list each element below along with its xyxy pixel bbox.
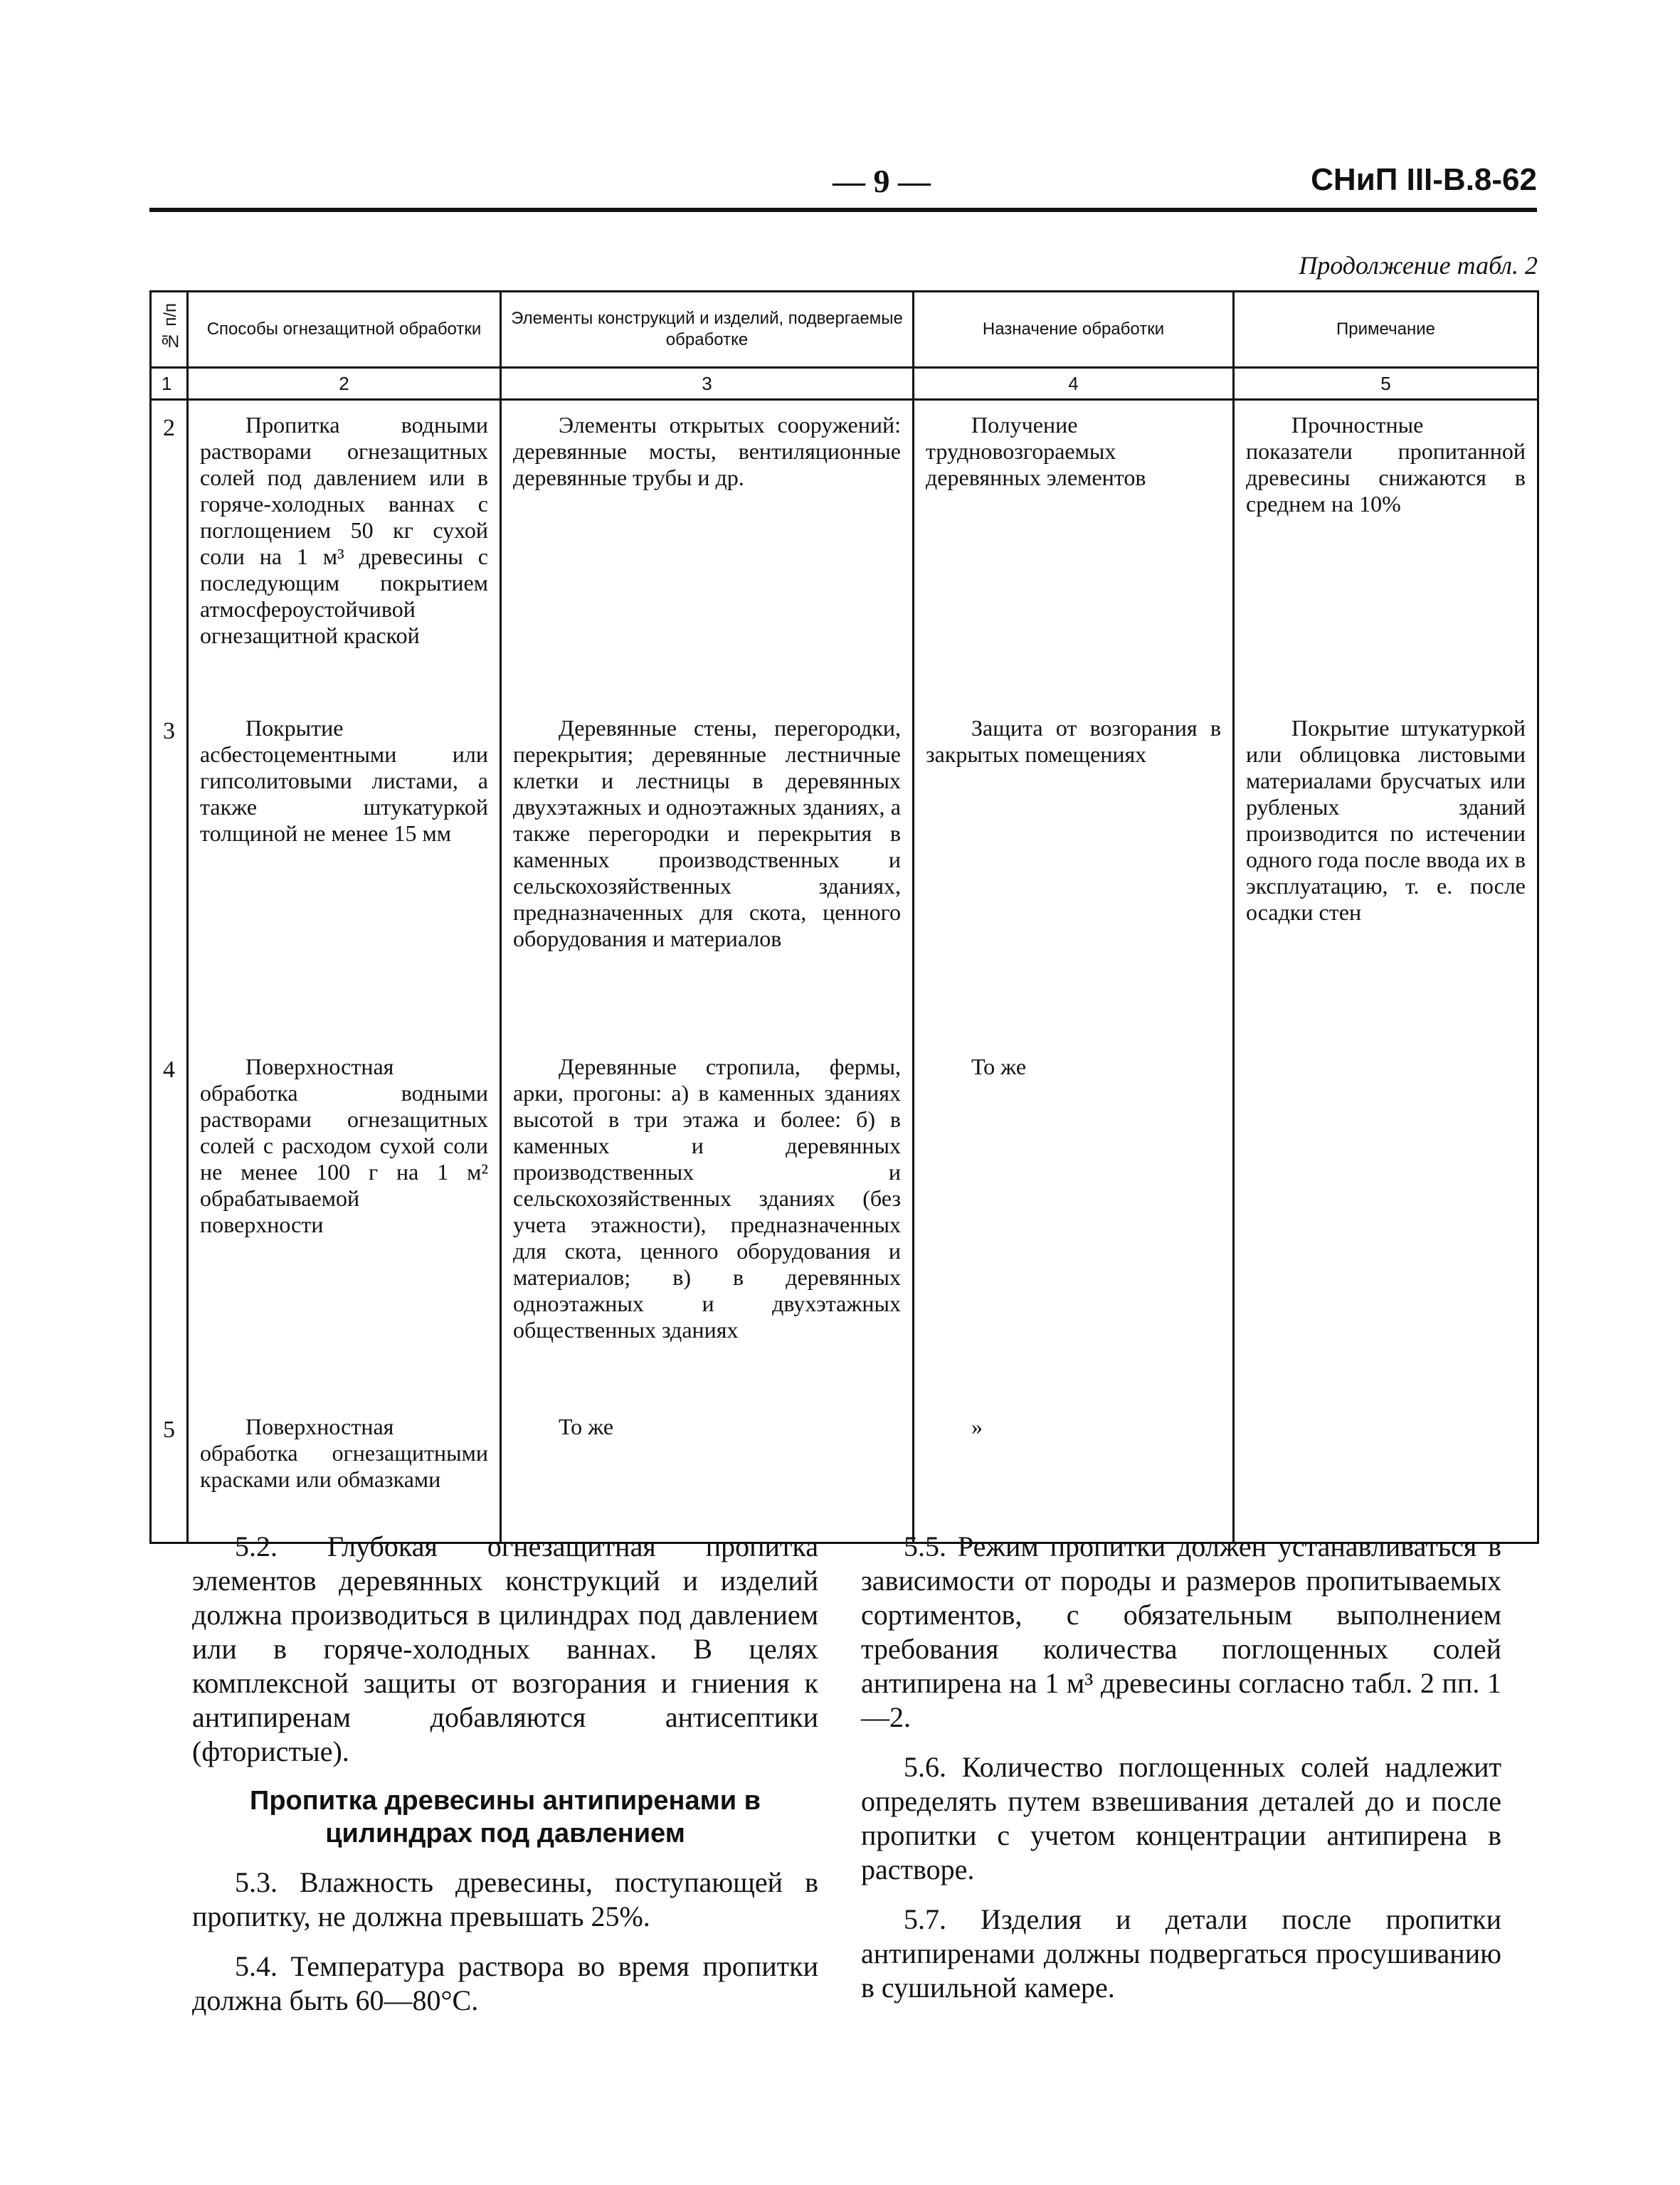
row-elements: Элементы открытых сооружений: деревянные мосты, вентиляционные деревянные трубы и др. — [501, 400, 914, 704]
row-method: Покрытие асбестоцементными или гипсолитовыми листами, а также штукатуркой толщиной не менее 15 мм — [188, 704, 501, 1042]
section-title: Пропитка древесины антипиренами в цилиндрах под давлением — [250, 1786, 761, 1848]
col-header-number: № п/п — [151, 292, 188, 368]
table-continuation-label: Продолжение табл. 2 — [1299, 251, 1538, 280]
col-number-2: 2 — [188, 368, 501, 400]
paragraph-5-3: 5.3. Влажность древесины, поступающей в пропитку, не должна превышать 25%. — [192, 1866, 818, 1932]
row-number: 2 — [151, 400, 188, 704]
col-number-1: 1 — [151, 368, 188, 400]
row-note: Покрытие штукатуркой или облицовка листовыми материалами брусчатых или рубленых зданий производится по истечении одного года после ввода их в эксплуатацию, т. е. после осадки стен — [1234, 704, 1538, 1042]
row-purpose: » — [914, 1402, 1234, 1543]
row-method: Пропитка водными растворами огнезащитных солей под давлением или в горяче-холодных ваннах с поглощением 50 кг сухой соли на 1 м³ древесины с последующим покрытием атмосфероустойчивой огнезащитной краской — [188, 400, 501, 704]
col-number-3: 3 — [501, 368, 914, 400]
col-header-note: Примечание — [1234, 292, 1538, 368]
col-header-method: Способы огнезащитной обработки — [188, 292, 501, 368]
table-2-continuation — [149, 290, 1537, 1500]
table-row — [151, 1402, 1538, 1543]
page-header — [149, 162, 1537, 212]
row-purpose: То же — [914, 1042, 1234, 1402]
col-number-4: 4 — [914, 368, 1234, 400]
table-row — [151, 704, 1538, 1042]
fire-protection-table — [149, 290, 1539, 1544]
table-row — [151, 400, 1538, 704]
row-note — [1234, 1042, 1538, 1402]
left-text-column — [192, 1530, 818, 2033]
header-rule — [149, 208, 1537, 212]
row-method: Поверхностная обработка огнезащитными красками или обмазками — [188, 1402, 501, 1543]
paragraph-5-4: 5.4. Температура раствора во время пропитки должна быть 60—80°С. — [192, 1950, 818, 2016]
row-purpose: Защита от возгорания в закрытых помещениях — [914, 704, 1234, 1042]
paragraph-5-6: 5.6. Количество поглощенных солей надлежит определять путем взвешивания деталей до и после пропитки с учетом концентрации антипирена в растворе. — [861, 1751, 1501, 1885]
paragraph-5-2: 5.2. Глубокая огнезащитная пропитка элементов деревянных конструкций и изделий должна производиться в цилиндрах под давлением или в горяче-холодных ваннах. В целях комплексной защиты от возгорания и гниения к антипиренам добавляются антисептики (фтористые). — [192, 1530, 818, 1767]
page-number: — 9 — — [833, 163, 931, 199]
document-code: СНиП III-В.8-62 — [1311, 162, 1537, 197]
column-number-row — [151, 368, 1538, 400]
col-header-elements: Элементы конструкций и изделий, подвергаемые обработке — [501, 292, 914, 368]
col-number-5: 5 — [1234, 368, 1538, 400]
row-number: 5 — [151, 1402, 188, 1543]
paragraph-5-7: 5.7. Изделия и детали после пропитки антипиренами должны подвергаться просушиванию в сушильной камере. — [861, 1903, 1501, 2004]
col-header-purpose: Назначение обработки — [914, 292, 1234, 368]
row-number: 4 — [151, 1042, 188, 1402]
table-row — [151, 1042, 1538, 1402]
row-method: Поверхностная обработка водными растворами огнезащитных солей с расходом сухой соли не менее 100 г на 1 м² обрабатываемой поверхности — [188, 1042, 501, 1402]
row-note: Прочностные показатели пропитанной древесины снижаются в среднем на 10% — [1234, 400, 1538, 704]
right-text-column — [861, 1530, 1501, 2021]
paragraph-5-5: 5.5. Режим пропитки должен устанавливаться в зависимости от породы и размеров пропитываемых сортиментов, с обязательным выполнением требования количества поглощенных солей антипирена на 1 м³ древесины согласно табл. 2 пп. 1—2. — [861, 1530, 1501, 1733]
row-number: 3 — [151, 704, 188, 1042]
row-elements: Деревянные стропила, фермы, арки, прогоны: а) в каменных зданиях высотой в три этажа и более: б) в каменных и деревянных производственных и сельскохозяйственных зданиях (без учета этажности), предназначенных для скота, ценного оборудования и материалов; в) в деревянных одноэтажных и двухэтажных общественных зданиях — [501, 1042, 914, 1402]
row-elements: Деревянные стены, перегородки, перекрытия; деревянные лестничные клетки и лестницы в деревянных двухэтажных и одноэтажных зданиях, а также перегородки и перекрытия в каменных производственных и сельскохозяйственных зданиях, предназначенных для скота, ценного оборудования и материалов — [501, 704, 914, 1042]
row-note — [1234, 1402, 1538, 1543]
row-purpose: Получение трудновозгораемых деревянных элементов — [914, 400, 1234, 704]
row-elements: То же — [501, 1402, 914, 1543]
